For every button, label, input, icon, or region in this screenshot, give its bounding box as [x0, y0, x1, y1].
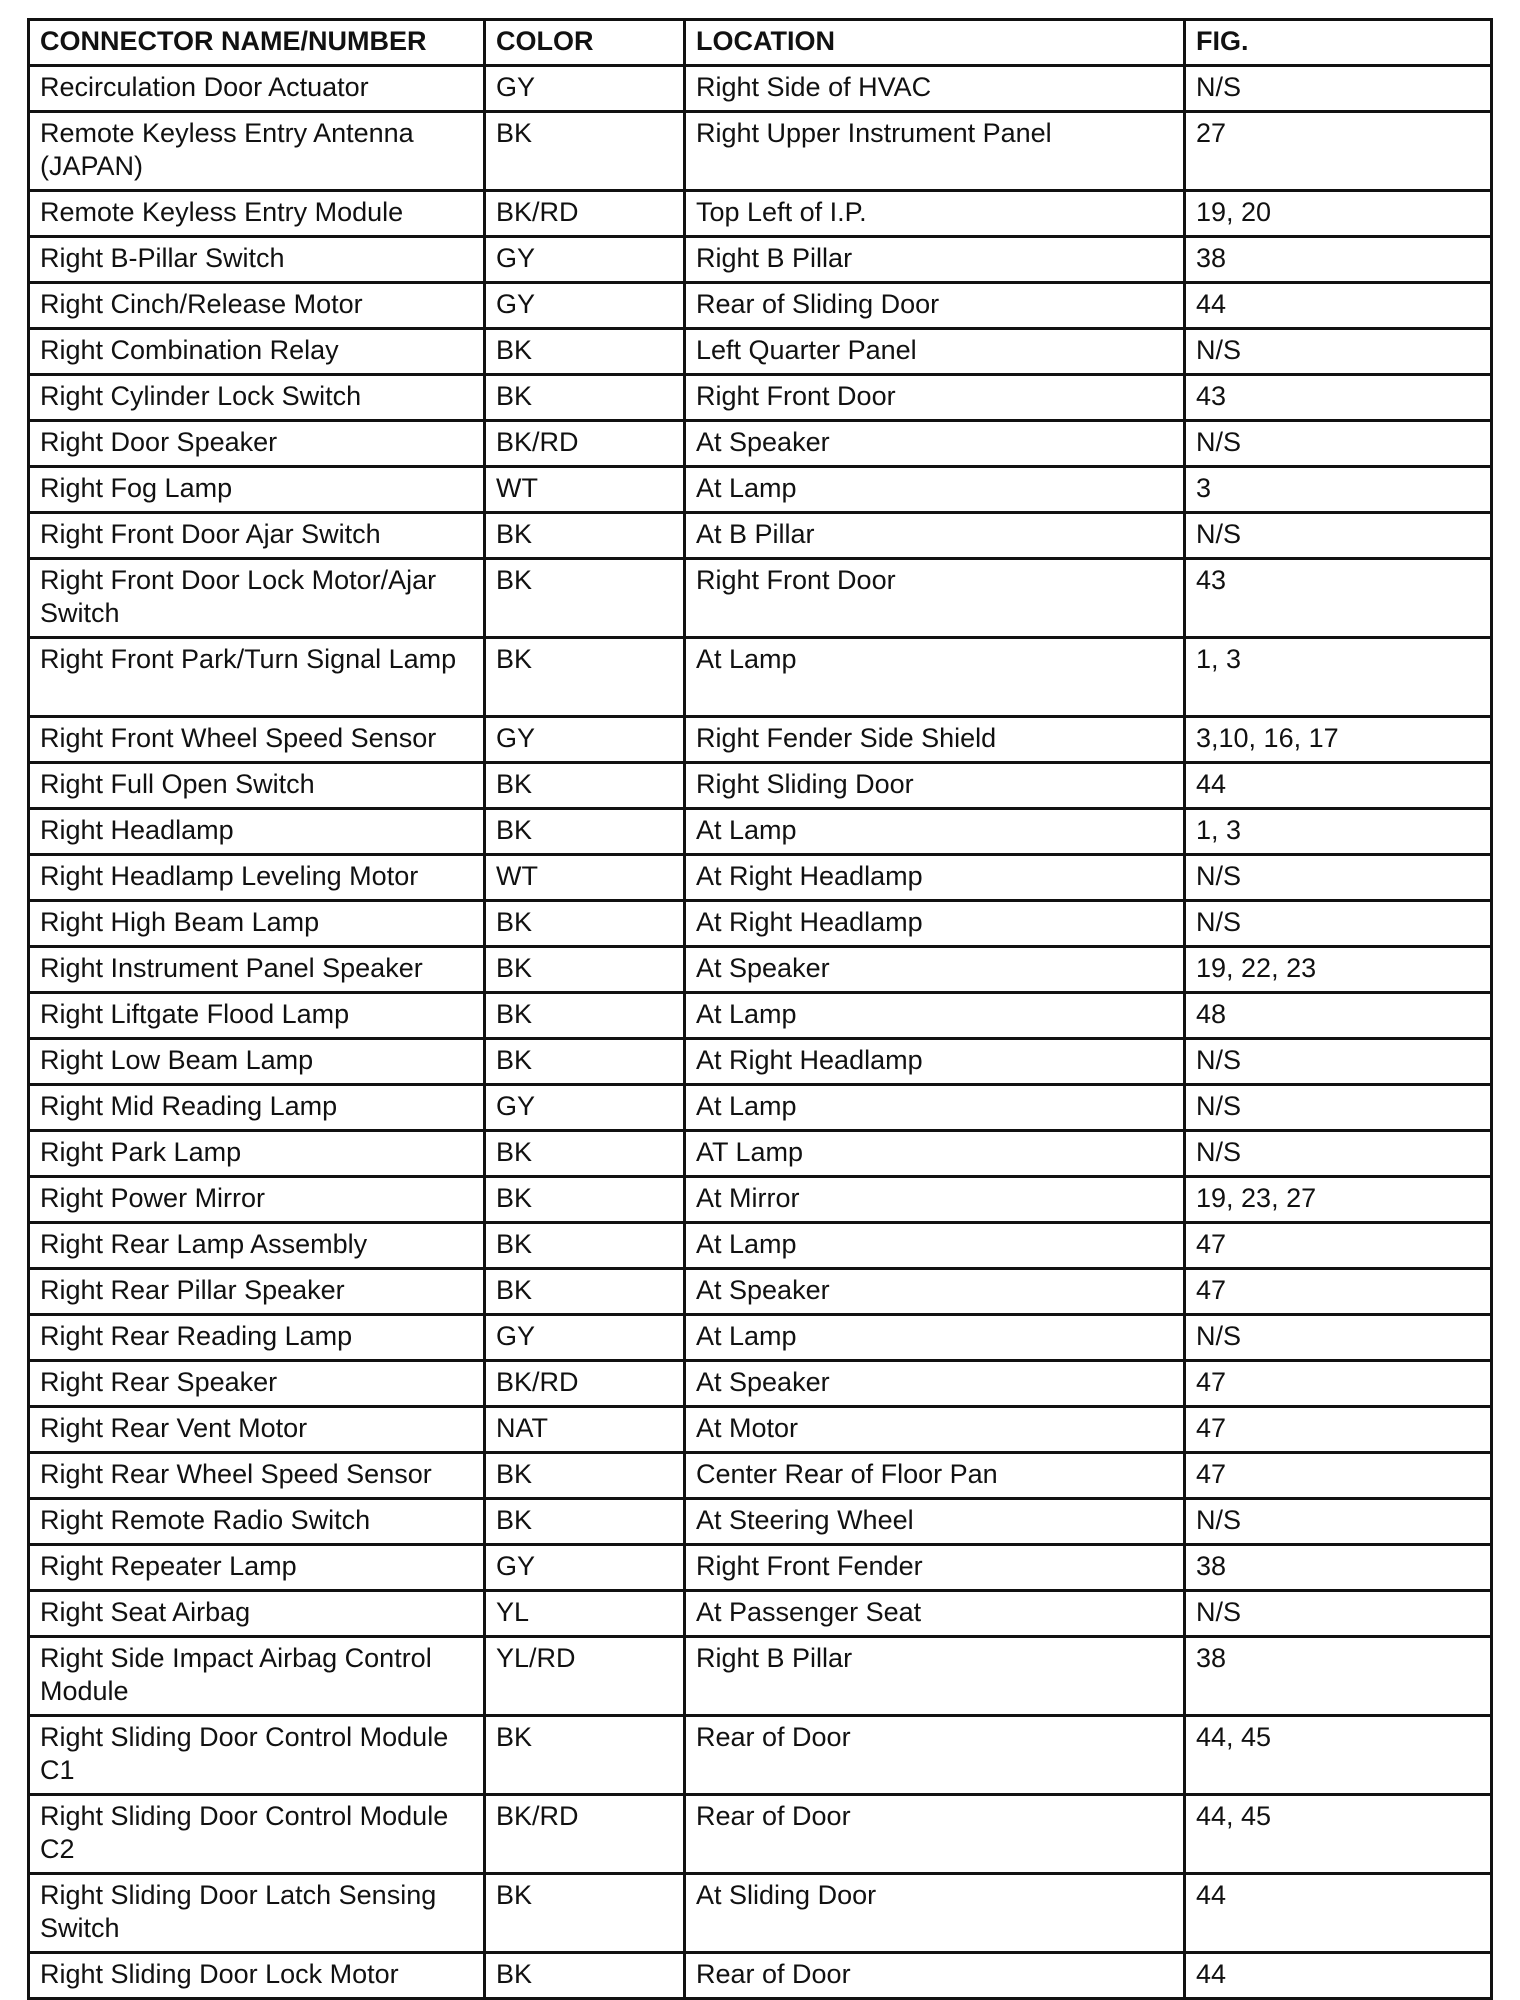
cell-color: BK	[485, 1499, 685, 1545]
header-fig: FIG.	[1185, 20, 1492, 66]
header-row	[29, 20, 1492, 66]
cell-connector-name: Right Cinch/Release Motor	[29, 283, 485, 329]
cell-fig: N/S	[1185, 1085, 1492, 1131]
cell-fig: 19, 23, 27	[1185, 1177, 1492, 1223]
cell-fig: N/S	[1185, 1131, 1492, 1177]
table-row	[29, 1591, 1492, 1637]
table-row	[29, 809, 1492, 855]
cell-fig: 44, 45	[1185, 1716, 1492, 1795]
cell-connector-name: Remote Keyless Entry Antenna (JAPAN)	[29, 112, 485, 191]
table-row	[29, 993, 1492, 1039]
cell-location: Right Front Fender	[685, 1545, 1185, 1591]
cell-connector-name: Right Power Mirror	[29, 1177, 485, 1223]
cell-location: At Motor	[685, 1407, 1185, 1453]
cell-fig: N/S	[1185, 855, 1492, 901]
cell-color: BK	[485, 993, 685, 1039]
cell-connector-name: Right Front Door Lock Motor/Ajar Switch	[29, 559, 485, 638]
table-header	[29, 20, 1492, 66]
cell-location: At Speaker	[685, 1361, 1185, 1407]
cell-color: BK	[485, 763, 685, 809]
cell-fig: 38	[1185, 237, 1492, 283]
cell-connector-name: Right Cylinder Lock Switch	[29, 375, 485, 421]
table-row	[29, 1499, 1492, 1545]
table-row	[29, 66, 1492, 112]
cell-color: YL	[485, 1591, 685, 1637]
cell-connector-name: Right Liftgate Flood Lamp	[29, 993, 485, 1039]
table-row	[29, 467, 1492, 513]
cell-fig: N/S	[1185, 1039, 1492, 1085]
cell-color: BK	[485, 809, 685, 855]
cell-connector-name: Right High Beam Lamp	[29, 901, 485, 947]
table-row	[29, 1545, 1492, 1591]
cell-location: At Speaker	[685, 421, 1185, 467]
cell-location: Right B Pillar	[685, 237, 1185, 283]
cell-fig: 38	[1185, 1545, 1492, 1591]
table-row	[29, 763, 1492, 809]
cell-color: BK	[485, 947, 685, 993]
cell-fig: 27	[1185, 112, 1492, 191]
cell-connector-name: Right Sliding Door Latch Sensing Switch	[29, 1874, 485, 1953]
cell-color: BK	[485, 1716, 685, 1795]
table-row	[29, 1361, 1492, 1407]
cell-connector-name: Right Front Park/Turn Signal Lamp	[29, 638, 485, 717]
cell-connector-name: Right Side Impact Airbag Control Module	[29, 1637, 485, 1716]
cell-fig: 47	[1185, 1361, 1492, 1407]
cell-color: BK	[485, 1453, 685, 1499]
cell-color: GY	[485, 1315, 685, 1361]
table-row	[29, 1085, 1492, 1131]
cell-connector-name: Right Sliding Door Control Module C1	[29, 1716, 485, 1795]
cell-connector-name: Right Instrument Panel Speaker	[29, 947, 485, 993]
cell-connector-name: Right Fog Lamp	[29, 467, 485, 513]
cell-color: BK	[485, 559, 685, 638]
cell-color: GY	[485, 66, 685, 112]
cell-color: BK/RD	[485, 1795, 685, 1874]
cell-connector-name: Right Headlamp	[29, 809, 485, 855]
cell-color: WT	[485, 467, 685, 513]
cell-fig: 44	[1185, 1953, 1492, 1999]
cell-color: BK	[485, 375, 685, 421]
cell-fig: 44, 45	[1185, 1795, 1492, 1874]
cell-location: Rear of Door	[685, 1953, 1185, 1999]
table-row	[29, 1874, 1492, 1953]
cell-fig: N/S	[1185, 421, 1492, 467]
cell-color: GY	[485, 283, 685, 329]
cell-connector-name: Right Combination Relay	[29, 329, 485, 375]
cell-color: WT	[485, 855, 685, 901]
table-row	[29, 717, 1492, 763]
cell-fig: 47	[1185, 1407, 1492, 1453]
cell-location: Center Rear of Floor Pan	[685, 1453, 1185, 1499]
cell-location: At Lamp	[685, 1223, 1185, 1269]
cell-color: BK/RD	[485, 421, 685, 467]
cell-fig: N/S	[1185, 1315, 1492, 1361]
cell-connector-name: Right Rear Reading Lamp	[29, 1315, 485, 1361]
cell-color: BK	[485, 1953, 685, 1999]
table-row	[29, 283, 1492, 329]
table-row	[29, 1795, 1492, 1874]
table-row	[29, 855, 1492, 901]
cell-connector-name: Right Door Speaker	[29, 421, 485, 467]
cell-connector-name: Right Low Beam Lamp	[29, 1039, 485, 1085]
table-row	[29, 1407, 1492, 1453]
cell-fig: N/S	[1185, 66, 1492, 112]
cell-color: BK	[485, 1177, 685, 1223]
cell-location: At Lamp	[685, 993, 1185, 1039]
cell-fig: 19, 20	[1185, 191, 1492, 237]
cell-location: At B Pillar	[685, 513, 1185, 559]
cell-fig: 47	[1185, 1453, 1492, 1499]
cell-connector-name: Right Rear Wheel Speed Sensor	[29, 1453, 485, 1499]
cell-connector-name: Right Seat Airbag	[29, 1591, 485, 1637]
table-row	[29, 1039, 1492, 1085]
cell-color: BK	[485, 329, 685, 375]
table-row	[29, 1637, 1492, 1716]
cell-location: Rear of Sliding Door	[685, 283, 1185, 329]
cell-location: Right Sliding Door	[685, 763, 1185, 809]
cell-fig: 48	[1185, 993, 1492, 1039]
cell-connector-name: Right Park Lamp	[29, 1131, 485, 1177]
cell-fig: 44	[1185, 1874, 1492, 1953]
cell-location: Right Fender Side Shield	[685, 717, 1185, 763]
cell-color: BK	[485, 1874, 685, 1953]
cell-location: At Passenger Seat	[685, 1591, 1185, 1637]
header-location: LOCATION	[685, 20, 1185, 66]
cell-connector-name: Right Sliding Door Lock Motor	[29, 1953, 485, 1999]
cell-location: Right Front Door	[685, 559, 1185, 638]
cell-connector-name: Right Headlamp Leveling Motor	[29, 855, 485, 901]
cell-location: At Mirror	[685, 1177, 1185, 1223]
cell-fig: 38	[1185, 1637, 1492, 1716]
cell-location: At Right Headlamp	[685, 1039, 1185, 1085]
cell-location: At Lamp	[685, 467, 1185, 513]
cell-connector-name: Remote Keyless Entry Module	[29, 191, 485, 237]
cell-connector-name: Right Remote Radio Switch	[29, 1499, 485, 1545]
cell-color: GY	[485, 237, 685, 283]
table-body	[29, 66, 1492, 1999]
table-row	[29, 1716, 1492, 1795]
cell-connector-name: Right Full Open Switch	[29, 763, 485, 809]
cell-location: Rear of Door	[685, 1716, 1185, 1795]
cell-fig: 43	[1185, 375, 1492, 421]
cell-color: BK	[485, 1223, 685, 1269]
cell-location: At Lamp	[685, 809, 1185, 855]
table-row	[29, 1223, 1492, 1269]
table-row	[29, 638, 1492, 717]
table-row	[29, 421, 1492, 467]
cell-connector-name: Right Rear Speaker	[29, 1361, 485, 1407]
cell-connector-name: Right Rear Lamp Assembly	[29, 1223, 485, 1269]
cell-color: GY	[485, 1085, 685, 1131]
cell-connector-name: Right Repeater Lamp	[29, 1545, 485, 1591]
cell-connector-name: Right Sliding Door Control Module C2	[29, 1795, 485, 1874]
table-row	[29, 1953, 1492, 1999]
cell-color: BK	[485, 901, 685, 947]
table-row	[29, 947, 1492, 993]
cell-fig: 1, 3	[1185, 809, 1492, 855]
cell-connector-name: Right Mid Reading Lamp	[29, 1085, 485, 1131]
cell-location: At Right Headlamp	[685, 901, 1185, 947]
cell-fig: 3,10, 16, 17	[1185, 717, 1492, 763]
cell-fig: N/S	[1185, 329, 1492, 375]
cell-fig: 47	[1185, 1269, 1492, 1315]
cell-location: At Right Headlamp	[685, 855, 1185, 901]
cell-location: Right Side of HVAC	[685, 66, 1185, 112]
table-row	[29, 375, 1492, 421]
cell-color: GY	[485, 1545, 685, 1591]
table-row	[29, 191, 1492, 237]
cell-location: At Lamp	[685, 1085, 1185, 1131]
cell-color: BK	[485, 513, 685, 559]
cell-location: Right Upper Instrument Panel	[685, 112, 1185, 191]
table-row	[29, 901, 1492, 947]
cell-color: BK	[485, 638, 685, 717]
table-row	[29, 1453, 1492, 1499]
cell-location: Rear of Door	[685, 1795, 1185, 1874]
cell-fig: N/S	[1185, 1499, 1492, 1545]
header-connector-name: CONNECTOR NAME/NUMBER	[29, 20, 485, 66]
cell-color: BK	[485, 1131, 685, 1177]
cell-fig: 47	[1185, 1223, 1492, 1269]
table-row	[29, 1131, 1492, 1177]
table-row	[29, 559, 1492, 638]
cell-location: Right B Pillar	[685, 1637, 1185, 1716]
cell-connector-name: Right Front Wheel Speed Sensor	[29, 717, 485, 763]
header-color: COLOR	[485, 20, 685, 66]
cell-color: BK	[485, 1269, 685, 1315]
cell-fig: N/S	[1185, 513, 1492, 559]
cell-fig: N/S	[1185, 1591, 1492, 1637]
cell-location: Right Front Door	[685, 375, 1185, 421]
cell-fig: 44	[1185, 763, 1492, 809]
table-row	[29, 513, 1492, 559]
cell-color: YL/RD	[485, 1637, 685, 1716]
cell-location: At Steering Wheel	[685, 1499, 1185, 1545]
cell-connector-name: Right Rear Pillar Speaker	[29, 1269, 485, 1315]
cell-fig: 19, 22, 23	[1185, 947, 1492, 993]
cell-color: BK/RD	[485, 191, 685, 237]
cell-color: BK	[485, 112, 685, 191]
cell-fig: N/S	[1185, 901, 1492, 947]
cell-color: BK	[485, 1039, 685, 1085]
cell-location: At Lamp	[685, 1315, 1185, 1361]
table-row	[29, 1269, 1492, 1315]
cell-connector-name: Right Rear Vent Motor	[29, 1407, 485, 1453]
cell-color: BK/RD	[485, 1361, 685, 1407]
cell-location: Left Quarter Panel	[685, 329, 1185, 375]
cell-fig: 1, 3	[1185, 638, 1492, 717]
cell-fig: 3	[1185, 467, 1492, 513]
table-row	[29, 329, 1492, 375]
cell-location: At Speaker	[685, 1269, 1185, 1315]
cell-location: Top Left of I.P.	[685, 191, 1185, 237]
table-row	[29, 1315, 1492, 1361]
cell-connector-name: Right B-Pillar Switch	[29, 237, 485, 283]
cell-location: At Sliding Door	[685, 1874, 1185, 1953]
cell-color: GY	[485, 717, 685, 763]
table-row	[29, 237, 1492, 283]
cell-fig: 43	[1185, 559, 1492, 638]
cell-location: AT Lamp	[685, 1131, 1185, 1177]
cell-color: NAT	[485, 1407, 685, 1453]
table-row	[29, 1177, 1492, 1223]
connector-table	[27, 18, 1493, 2000]
cell-location: At Lamp	[685, 638, 1185, 717]
cell-connector-name: Recirculation Door Actuator	[29, 66, 485, 112]
cell-location: At Speaker	[685, 947, 1185, 993]
cell-connector-name: Right Front Door Ajar Switch	[29, 513, 485, 559]
cell-fig: 44	[1185, 283, 1492, 329]
table-row	[29, 112, 1492, 191]
